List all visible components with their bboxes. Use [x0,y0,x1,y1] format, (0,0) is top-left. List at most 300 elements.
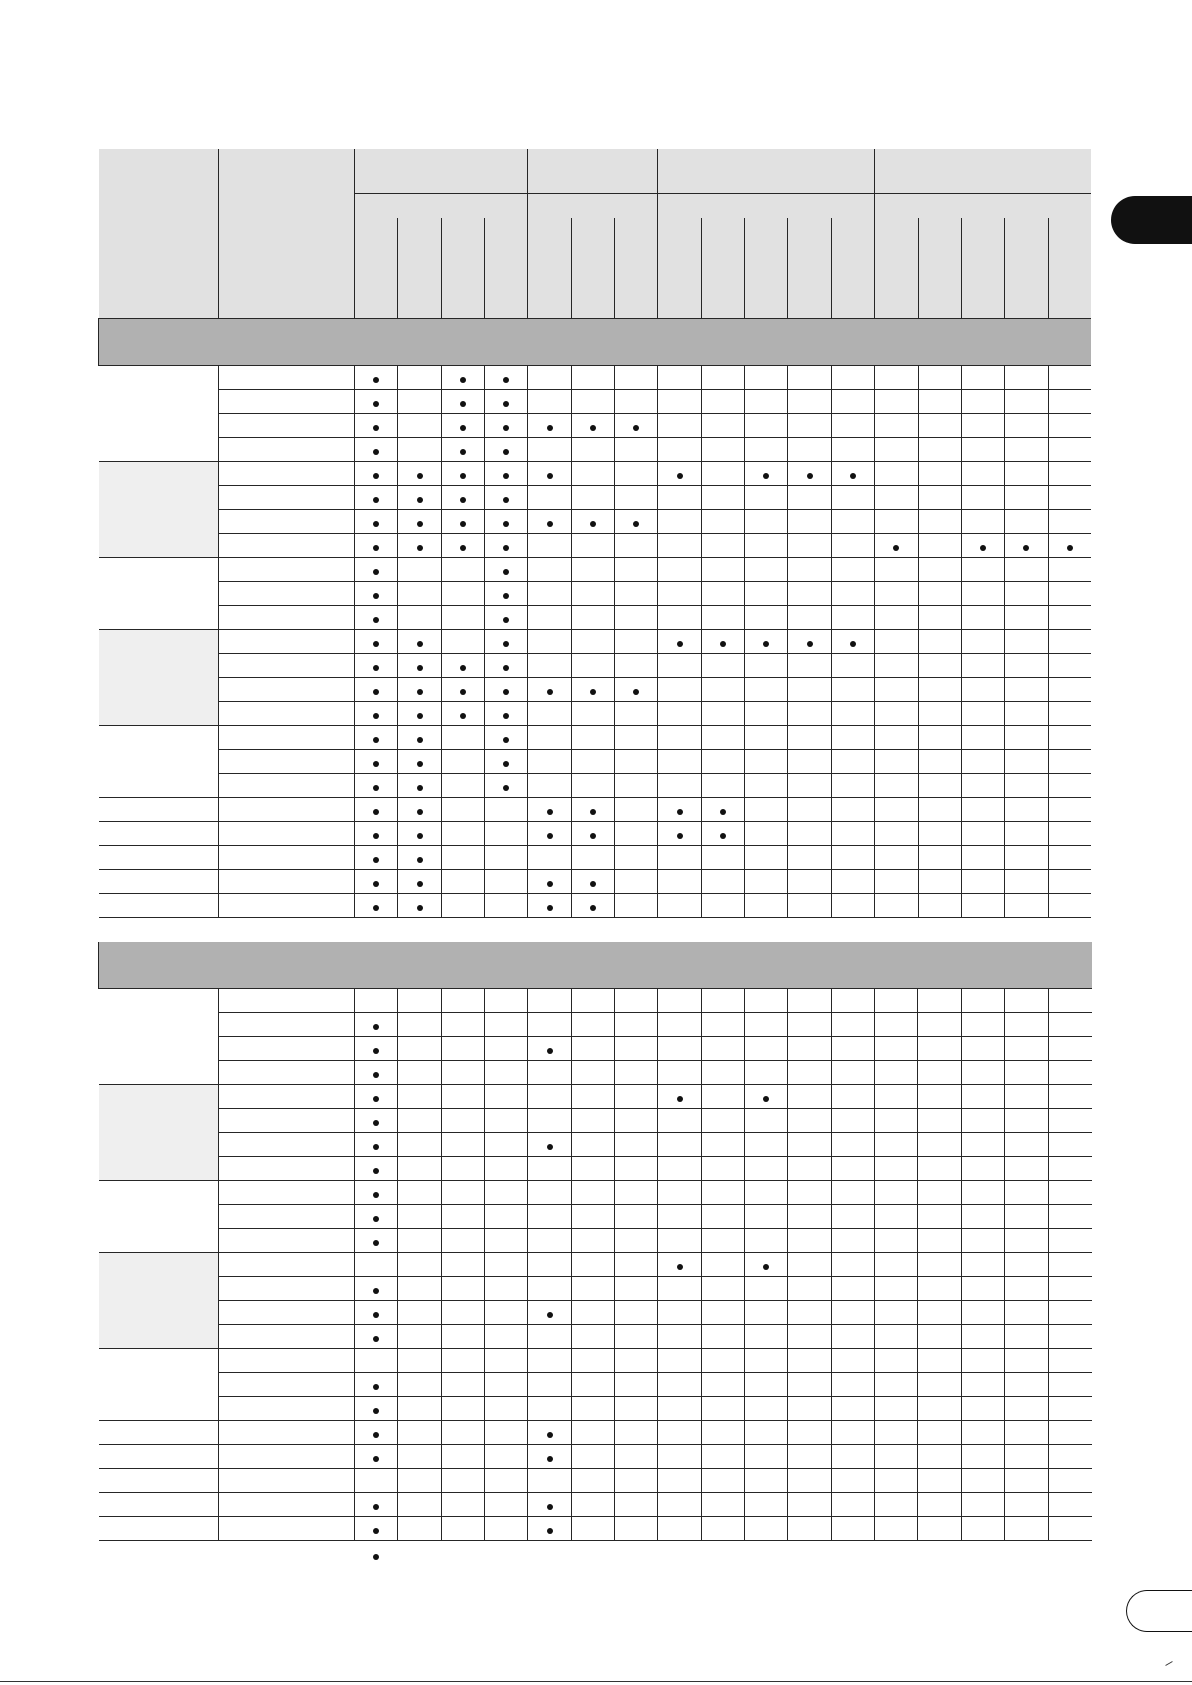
marker-cell [658,1469,701,1493]
marker-cell [701,1229,744,1253]
marker-cell [1005,1349,1048,1373]
row-item-label [219,1421,355,1445]
column-header-13 [875,218,918,319]
availability-dot [893,545,899,551]
marker-cell [788,750,831,774]
marker-cell [918,1397,961,1421]
availability-dot [763,1096,769,1102]
marker-cell [918,798,961,822]
marker-cell [745,486,788,510]
marker-cell [355,366,398,390]
marker-cell [571,534,614,558]
marker-cell [571,1301,614,1325]
table-row [99,1133,1092,1157]
availability-dot [417,761,423,767]
availability-dot [417,473,423,479]
header-group-3-subheader [658,194,875,219]
marker-cell [918,510,961,534]
column-header-1 [355,218,398,319]
marker-cell [701,1469,744,1493]
table-row [99,1013,1092,1037]
marker-cell [485,1517,528,1541]
marker-cell [485,1061,528,1085]
marker-cell [918,702,961,726]
marker-cell [658,1277,701,1301]
marker-cell [875,1469,918,1493]
marker-cell [355,630,398,654]
marker-cell [788,1085,831,1109]
marker-cell [701,1301,744,1325]
marker-cell [658,894,701,918]
marker-cell [398,630,441,654]
marker-cell [485,1229,528,1253]
availability-dot [373,1312,379,1318]
marker-cell [831,798,874,822]
marker-cell [658,1085,701,1109]
marker-cell [1005,1133,1048,1157]
availability-dot [633,689,639,695]
marker-cell [745,534,788,558]
row-item-label [219,1085,355,1109]
marker-cell [1005,486,1048,510]
marker-cell [701,366,744,390]
marker-cell [441,702,484,726]
row-item-label [219,1181,355,1205]
marker-cell [961,654,1004,678]
marker-cell [571,486,614,510]
availability-dot [373,1024,379,1030]
marker-cell [658,654,701,678]
marker-cell [528,1181,571,1205]
marker-cell [701,1253,744,1277]
marker-cell [961,846,1004,870]
marker-cell [1048,1133,1092,1157]
marker-cell [571,1373,614,1397]
availability-dot [417,737,423,743]
marker-cell [615,1157,658,1181]
marker-cell [1005,582,1048,606]
marker-cell [1048,1109,1092,1133]
availability-dot [503,761,509,767]
availability-dot [547,1432,553,1438]
marker-cell [745,1301,788,1325]
marker-cell [615,510,658,534]
table-row [99,678,1092,702]
marker-cell [1005,1325,1048,1349]
marker-cell [485,726,528,750]
marker-cell [961,1037,1004,1061]
row-category [99,630,219,726]
availability-dot [763,1264,769,1270]
availability-dot [590,905,596,911]
marker-cell [441,870,484,894]
marker-cell [658,1229,701,1253]
marker-cell [485,654,528,678]
marker-cell [615,1421,658,1445]
marker-cell [875,894,918,918]
marker-cell [831,1493,874,1517]
availability-dot [547,1528,553,1534]
availability-dot [373,1528,379,1534]
row-category [99,1517,219,1541]
marker-cell [745,1205,788,1229]
marker-cell [528,1349,571,1373]
header-category-column [99,149,219,319]
marker-cell [831,582,874,606]
marker-cell [355,1517,398,1541]
table-row [99,1301,1092,1325]
marker-cell [615,414,658,438]
marker-cell [615,654,658,678]
marker-cell [615,1205,658,1229]
table-row [99,894,1092,918]
marker-cell [918,654,961,678]
marker-cell [571,414,614,438]
marker-cell [571,1013,614,1037]
marker-cell [528,870,571,894]
marker-cell [1048,846,1091,870]
availability-dot [850,473,856,479]
marker-cell [528,1037,571,1061]
marker-cell [701,774,744,798]
marker-cell [355,1037,398,1061]
marker-cell [571,558,614,582]
availability-dot [373,905,379,911]
table-row [99,1085,1092,1109]
marker-cell [485,750,528,774]
marker-cell [875,1325,918,1349]
row-category [99,558,219,630]
marker-cell [918,438,961,462]
marker-cell [1048,462,1091,486]
marker-cell [1005,894,1048,918]
marker-cell [571,1325,614,1349]
marker-cell [1005,510,1048,534]
column-header-8 [658,218,701,319]
availability-dot [373,1144,379,1150]
marker-cell [398,774,441,798]
marker-cell [441,630,484,654]
marker-cell [831,1037,874,1061]
marker-cell [1005,390,1048,414]
marker-cell [961,462,1004,486]
marker-cell [1005,774,1048,798]
marker-cell [615,438,658,462]
marker-cell [875,1493,918,1517]
marker-cell [355,462,398,486]
table-row [99,558,1092,582]
marker-cell [788,726,831,750]
marker-cell [831,654,874,678]
row-category [99,1349,219,1421]
marker-cell [831,1421,874,1445]
availability-dot [503,641,509,647]
compatibility-table-2 [98,942,1092,1541]
table-row [99,486,1092,510]
marker-cell [571,1157,614,1181]
marker-cell [831,870,874,894]
availability-dot [460,665,466,671]
marker-cell [658,486,701,510]
marker-cell [961,1109,1004,1133]
row-item-label [219,1109,355,1133]
availability-dot [547,905,553,911]
marker-cell [441,534,484,558]
table-row [99,654,1092,678]
column-header-10 [745,218,788,319]
marker-cell [615,774,658,798]
marker-cell [745,1397,788,1421]
marker-cell [1048,1061,1092,1085]
marker-cell [441,654,484,678]
marker-cell [398,1085,441,1109]
marker-cell [355,1373,398,1397]
availability-dot [503,785,509,791]
marker-cell [485,1373,528,1397]
marker-cell [658,678,701,702]
marker-cell [961,1301,1004,1325]
marker-cell [658,1037,701,1061]
marker-cell [831,438,874,462]
marker-cell [658,1373,701,1397]
marker-cell [528,1157,571,1181]
marker-cell [1048,1181,1092,1205]
marker-cell [875,510,918,534]
marker-cell [961,1325,1004,1349]
marker-cell [398,1157,441,1181]
marker-cell [658,1517,701,1541]
availability-dot [417,665,423,671]
marker-cell [918,1037,961,1061]
row-category [99,1421,219,1445]
marker-cell [961,366,1004,390]
marker-cell [831,462,874,486]
marker-cell [788,870,831,894]
marker-cell [485,510,528,534]
marker-cell [528,630,571,654]
marker-cell [355,1277,398,1301]
marker-cell [441,678,484,702]
marker-cell [398,1397,441,1421]
marker-cell [831,822,874,846]
marker-cell [485,1445,528,1469]
table-row [99,870,1092,894]
marker-cell [745,1349,788,1373]
column-header-14 [918,218,961,319]
row-item-label [219,1301,355,1325]
marker-cell [1048,1517,1092,1541]
table-row [99,582,1092,606]
marker-cell [918,870,961,894]
marker-cell [1048,1157,1092,1181]
marker-cell [831,894,874,918]
marker-cell [1048,582,1091,606]
marker-cell [398,366,441,390]
table-row [99,1109,1092,1133]
marker-cell [571,1085,614,1109]
marker-cell [745,1157,788,1181]
marker-cell [1048,654,1091,678]
marker-cell [788,1469,831,1493]
marker-cell [1005,1445,1048,1469]
marker-cell [701,1421,744,1445]
availability-dot [677,809,683,815]
marker-cell [355,1085,398,1109]
marker-cell [485,1397,528,1421]
marker-cell [441,726,484,750]
marker-cell [441,1181,484,1205]
marker-cell [788,486,831,510]
row-item-label [219,702,355,726]
availability-dot [373,1192,379,1198]
compatibility-table-1 [98,149,1091,918]
marker-cell [485,390,528,414]
availability-dot [547,689,553,695]
marker-cell [875,414,918,438]
marker-cell [398,1277,441,1301]
marker-cell [831,1445,874,1469]
availability-dot [373,449,379,455]
marker-cell [485,462,528,486]
marker-cell [615,894,658,918]
marker-cell [441,1205,484,1229]
marker-cell [528,438,571,462]
availability-dot [677,1264,683,1270]
marker-cell [615,798,658,822]
marker-cell [485,606,528,630]
marker-cell [961,486,1004,510]
row-item-label [219,1445,355,1469]
marker-cell [398,1421,441,1445]
marker-cell [701,1061,744,1085]
table-row [99,750,1092,774]
marker-cell [701,1133,744,1157]
marker-cell [528,1493,571,1517]
marker-cell [875,822,918,846]
marker-cell [615,1109,658,1133]
marker-cell [355,870,398,894]
marker-cell [961,1373,1004,1397]
marker-cell [571,1181,614,1205]
marker-cell [875,870,918,894]
marker-cell [528,462,571,486]
marker-cell [1005,1397,1048,1421]
availability-dot [503,473,509,479]
marker-cell [615,1037,658,1061]
marker-cell [875,630,918,654]
marker-cell [875,1421,918,1445]
row-item-label [219,798,355,822]
marker-cell [788,702,831,726]
marker-cell [355,1253,398,1277]
marker-cell [398,846,441,870]
availability-dot [460,473,466,479]
marker-cell [1048,822,1091,846]
marker-cell [528,1325,571,1349]
marker-cell [658,390,701,414]
marker-cell [788,438,831,462]
marker-cell [745,462,788,486]
marker-cell [788,1349,831,1373]
marker-cell [528,366,571,390]
marker-cell [745,606,788,630]
marker-cell [398,1061,441,1085]
marker-cell [355,1109,398,1133]
marker-cell [658,534,701,558]
marker-cell [615,1085,658,1109]
marker-cell [745,1469,788,1493]
marker-cell [1048,486,1091,510]
marker-cell [961,606,1004,630]
marker-cell [831,510,874,534]
marker-cell [745,1277,788,1301]
marker-cell [788,1373,831,1397]
marker-cell [658,989,701,1013]
marker-cell [918,750,961,774]
marker-cell [658,870,701,894]
marker-cell [615,1493,658,1517]
marker-cell [485,1181,528,1205]
marker-cell [788,510,831,534]
marker-cell [745,630,788,654]
availability-dot [460,689,466,695]
marker-cell [875,606,918,630]
marker-cell [875,654,918,678]
availability-dot [417,497,423,503]
marker-cell [355,1013,398,1037]
marker-cell [1005,1301,1048,1325]
marker-cell [441,894,484,918]
marker-cell [1005,606,1048,630]
marker-cell [441,750,484,774]
marker-cell [745,989,788,1013]
marker-cell [658,1133,701,1157]
marker-cell [441,846,484,870]
marker-cell [571,822,614,846]
table-footnote-marker [373,1554,379,1560]
marker-cell [745,774,788,798]
availability-dot [373,857,379,863]
marker-cell [485,1109,528,1133]
availability-dot [373,761,379,767]
marker-cell [701,989,744,1013]
marker-cell [918,462,961,486]
marker-cell [961,822,1004,846]
marker-cell [788,414,831,438]
marker-cell [441,1517,484,1541]
availability-dot [503,521,509,527]
table-row [99,798,1092,822]
marker-cell [398,750,441,774]
availability-dot [807,473,813,479]
marker-cell [615,462,658,486]
marker-cell [745,1421,788,1445]
marker-cell [571,1445,614,1469]
marker-cell [485,846,528,870]
marker-cell [528,1061,571,1085]
marker-cell [355,1205,398,1229]
marker-cell [658,606,701,630]
marker-cell [788,534,831,558]
marker-cell [1005,366,1048,390]
header-group-4 [875,149,1092,194]
marker-cell [1048,630,1091,654]
marker-cell [485,438,528,462]
row-category [99,798,219,822]
marker-cell [1048,1205,1092,1229]
marker-cell [701,1373,744,1397]
marker-cell [485,1469,528,1493]
